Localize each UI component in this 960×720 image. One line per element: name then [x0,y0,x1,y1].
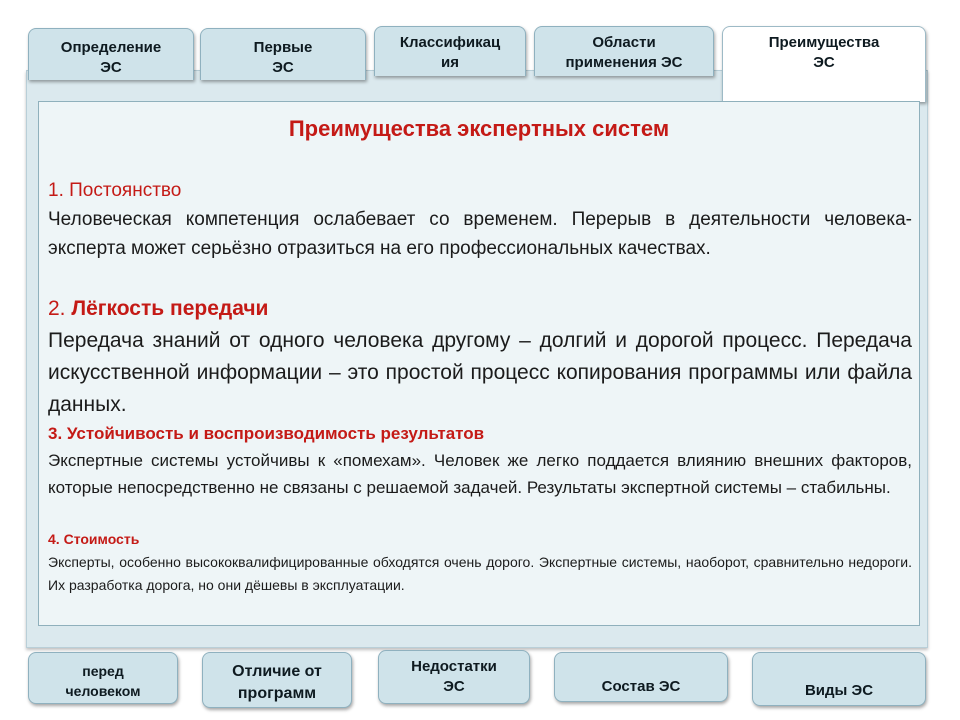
item-text: Экспертные системы устойчивы к «помехам». Человек же легко поддается влиянию внешних факторов, которые непосредственно не связаны с решаемой задачей. Результаты экспертной системы – стабильны. [48,451,912,497]
page-title: Преимущества экспертных систем [288,116,670,141]
tab-definition[interactable] [28,28,194,80]
item-heading: 3. Устойчивость и воспроизводимость результатов [48,424,485,443]
item-text: Эксперты, особенно высококвалифицированные обходятся очень дорого. Экспертные системы, наоборот, сравнительно недороги. Их разработка дорога, но они дёшевы в эксплуатации. [48,554,912,593]
tab-disadvantages[interactable] [378,650,530,704]
tab-label: Состав ЭС [601,678,681,695]
tab-label: Виды ЭС [804,682,874,699]
list-item [48,528,912,597]
tab-label: перед человеком [65,663,141,699]
item-heading: 2. Лёгкость передачи [48,297,269,320]
tab-composition[interactable] [554,652,728,702]
tab-label: Определение ЭС [60,39,162,76]
content-area [38,101,920,626]
tab-vs-human[interactable] [28,652,178,704]
tab-label: Классификац ия [399,34,501,71]
tab-label: Недостатки ЭС [411,658,497,695]
list-item [48,293,912,421]
item-heading: 4. Стоимость [48,531,140,547]
tab-label: Области применения ЭС [565,34,683,71]
tab-first-es[interactable] [200,28,366,80]
list-item [48,420,912,501]
tab-classification[interactable] [374,26,526,76]
tab-label: Отличие от программ [232,663,322,702]
item-text: Человеческая компетенция ослабевает со временем. Перерыв в деятельности человека-эксперта может серьёзно отразиться на его профессиональных качествах. [48,209,912,259]
tab-application-areas[interactable] [534,26,714,76]
tab-types[interactable] [752,652,926,706]
list-item [48,176,912,263]
item-text: Передача знаний от одного человека другому – долгий и дорогой процесс. Передача искусственной информации – это простой процесс копирования программы или файла данных. [48,329,912,416]
tab-advantages[interactable] [722,26,926,102]
tab-label: Преимущества ЭС [768,34,880,71]
item-heading: 1. Постоянство [48,180,182,201]
tab-label: Первые ЭС [253,39,313,76]
tab-difference-from-programs[interactable] [202,652,352,708]
